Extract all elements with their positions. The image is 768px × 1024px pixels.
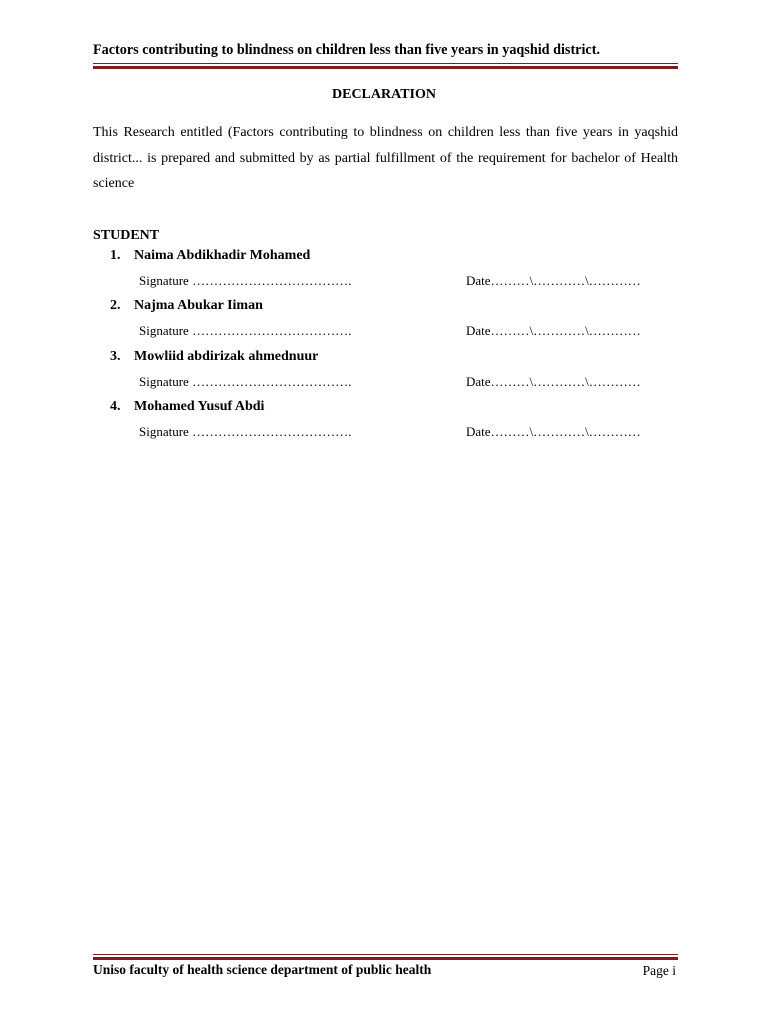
student-number: 1. xyxy=(110,248,121,263)
header-rule-thin xyxy=(93,63,678,64)
student-entry xyxy=(110,298,680,348)
footer-rule-thick xyxy=(93,957,678,960)
signature-line: Signature ………………………………. xyxy=(139,424,352,439)
footer-rule-thin xyxy=(93,954,678,955)
page-number: Page i xyxy=(642,963,676,978)
student-name xyxy=(110,349,318,365)
header-rule-thick xyxy=(93,66,678,69)
signature-line: Signature ………………………………. xyxy=(139,374,352,389)
running-footer: Uniso faculty of health science department of public health xyxy=(93,962,432,977)
signature-line: Signature ………………………………. xyxy=(139,323,352,338)
running-header: Factors contributing to blindness on children less than five years in yaqshid district. xyxy=(93,42,600,58)
student-entry xyxy=(110,349,680,399)
student-number: 4. xyxy=(110,399,121,414)
student-name xyxy=(110,298,263,314)
student-name xyxy=(110,248,310,264)
student-name-text: Naima Abdikhadir Mohamed xyxy=(134,248,311,263)
student-number: 3. xyxy=(110,349,121,364)
student-entry xyxy=(110,248,680,298)
student-name xyxy=(110,399,264,415)
page-title: DECLARATION xyxy=(332,87,436,102)
declaration-paragraph: This Research entitled (Factors contributing to blindness on children less than five years in yaqshid district... is prepared and submitted by as partial fulfillment of the requirement for bachelor of Health science xyxy=(93,125,678,191)
student-entry xyxy=(110,399,680,449)
student-number: 2. xyxy=(110,298,121,313)
date-line: Date………\…………\………… xyxy=(466,374,641,389)
student-section-label: STUDENT xyxy=(93,228,160,243)
student-name-text: Najma Abukar Iiman xyxy=(134,298,263,313)
date-line: Date………\…………\………… xyxy=(466,273,641,288)
date-line: Date………\…………\………… xyxy=(466,323,641,338)
student-name-text: Mowliid abdirizak ahmednuur xyxy=(134,349,319,364)
student-name-text: Mohamed Yusuf Abdi xyxy=(134,399,265,414)
signature-line: Signature ………………………………. xyxy=(139,273,352,288)
date-line: Date………\…………\………… xyxy=(466,424,641,439)
